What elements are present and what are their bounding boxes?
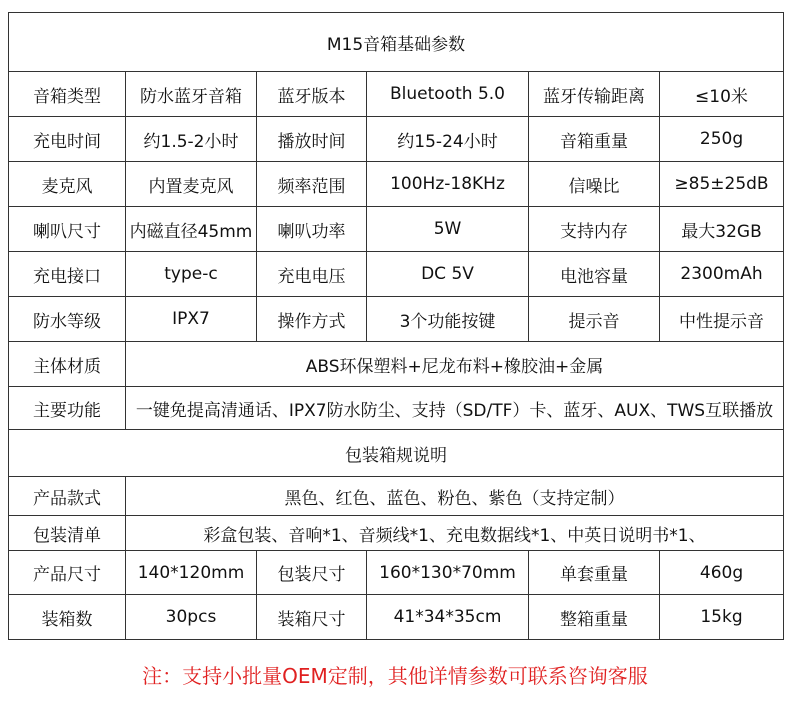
spec-value: ≤10米: [660, 72, 784, 117]
spec-label: 装箱数: [9, 595, 126, 640]
spec-label: 音箱类型: [9, 72, 126, 117]
table-row: [9, 595, 784, 640]
table-row: [9, 516, 784, 551]
spec-value: 5W: [367, 207, 529, 252]
spec-value: 一键免提高清通话、IPX7防水防尘、支持（SD/TF）卡、蓝牙、AUX、TWS互联播放: [126, 387, 784, 430]
spec-label: 信噪比: [529, 162, 660, 207]
spec-label: 装箱尺寸: [257, 595, 367, 640]
spec-value: 防水蓝牙音箱: [126, 72, 257, 117]
spec-label: 整箱重量: [529, 595, 660, 640]
footnote: 注：支持小批量OEM定制，其他详情参数可联系咨询客服: [142, 664, 648, 688]
table-row: [9, 342, 784, 387]
table-row: [9, 252, 784, 297]
spec-value: 最大32GB: [660, 207, 784, 252]
spec-label: 产品款式: [9, 477, 126, 516]
spec-label: 充电接口: [9, 252, 126, 297]
spec-label: 提示音: [529, 297, 660, 342]
spec-label: 产品尺寸: [9, 551, 126, 595]
table-row: [9, 297, 784, 342]
table-row: [9, 551, 784, 595]
spec-value: 100Hz-18KHz: [367, 162, 529, 207]
table-row: [9, 162, 784, 207]
spec-value: ≥85±25dB: [660, 162, 784, 207]
spec-label: 主体材质: [9, 342, 126, 387]
spec-value: 约1.5-2小时: [126, 117, 257, 162]
spec-value: type-c: [126, 252, 257, 297]
spec-value: 3个功能按键: [367, 297, 529, 342]
spec-label: 蓝牙版本: [257, 72, 367, 117]
spec-label: 电池容量: [529, 252, 660, 297]
spec-title: M15音箱基础参数: [9, 13, 784, 72]
spec-value: 黑色、红色、蓝色、粉色、紫色（支持定制）: [126, 477, 784, 516]
spec-value: 41*34*35cm: [367, 595, 529, 640]
spec-label: 充电电压: [257, 252, 367, 297]
spec-label: 音箱重量: [529, 117, 660, 162]
spec-label: 喇叭尺寸: [9, 207, 126, 252]
table-row: [9, 387, 784, 430]
spec-table: [8, 12, 784, 640]
spec-value: 140*120mm: [126, 551, 257, 595]
spec-value: 内磁直径45mm: [126, 207, 257, 252]
spec-value: IPX7: [126, 297, 257, 342]
spec-value: 250g: [660, 117, 784, 162]
spec-label: 喇叭功率: [257, 207, 367, 252]
table-row: [9, 477, 784, 516]
table-row: [9, 207, 784, 252]
spec-label: 频率范围: [257, 162, 367, 207]
spec-value: 彩盒包装、音响*1、音频线*1、充电数据线*1、中英日说明书*1、: [126, 516, 784, 551]
spec-value: ABS环保塑料+尼龙布料+橡胶油+金属: [126, 342, 784, 387]
spec-label: 麦克风: [9, 162, 126, 207]
spec-label: 充电时间: [9, 117, 126, 162]
table-row: [9, 117, 784, 162]
spec-value: 460g: [660, 551, 784, 595]
spec-value: 160*130*70mm: [367, 551, 529, 595]
spec-label: 包装清单: [9, 516, 126, 551]
spec-label: 操作方式: [257, 297, 367, 342]
spec-label: 蓝牙传输距离: [529, 72, 660, 117]
spec-value: 2300mAh: [660, 252, 784, 297]
spec-label: 主要功能: [9, 387, 126, 430]
spec-label: 支持内存: [529, 207, 660, 252]
spec-value: DC 5V: [367, 252, 529, 297]
spec-label: 单套重量: [529, 551, 660, 595]
spec-value: 15kg: [660, 595, 784, 640]
spec-label: 防水等级: [9, 297, 126, 342]
spec-value: 中性提示音: [660, 297, 784, 342]
package-title: 包装箱规说明: [9, 430, 784, 477]
spec-value: 30pcs: [126, 595, 257, 640]
spec-value: Bluetooth 5.0: [367, 72, 529, 117]
spec-value: 约15-24小时: [367, 117, 529, 162]
spec-value: 内置麦克风: [126, 162, 257, 207]
table-row: [9, 72, 784, 117]
spec-label: 包装尺寸: [257, 551, 367, 595]
spec-label: 播放时间: [257, 117, 367, 162]
